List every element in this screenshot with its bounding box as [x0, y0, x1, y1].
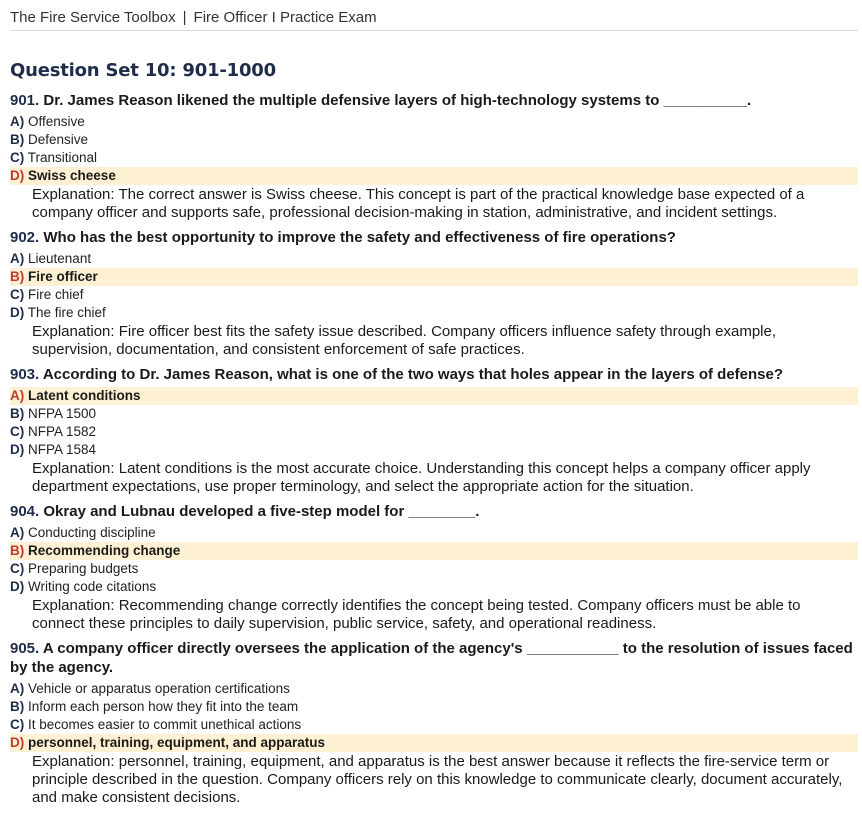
answer-option[interactable] — [10, 405, 858, 423]
answer-option-correct[interactable] — [10, 167, 858, 185]
option-letter: B) — [10, 699, 25, 714]
answer-option[interactable] — [10, 250, 858, 268]
answer-option[interactable] — [10, 524, 858, 542]
answer-option[interactable] — [10, 560, 858, 578]
answer-option-correct[interactable] — [10, 542, 858, 560]
option-letter: B) — [10, 269, 25, 284]
answer-option[interactable] — [10, 578, 858, 596]
question-number: 903. — [10, 366, 40, 383]
question-block — [10, 365, 858, 496]
answer-option[interactable] — [10, 286, 858, 304]
question-set-title: Question Set 10: 901-1000 — [10, 60, 276, 81]
option-text: Conducting discipline — [28, 525, 156, 540]
option-letter: C) — [10, 424, 25, 439]
exam-page — [10, 0, 858, 813]
answer-option-correct[interactable] — [10, 734, 858, 752]
answer-option[interactable] — [10, 680, 858, 698]
option-text: Vehicle or apparatus operation certifications — [28, 681, 290, 696]
answer-option[interactable] — [10, 441, 858, 459]
page-header — [10, 0, 858, 31]
option-text: Inform each person how they fit into the team — [28, 699, 299, 714]
question-stem — [10, 228, 858, 250]
option-letter: D) — [10, 735, 25, 750]
option-letter: C) — [10, 150, 25, 165]
question-text: Who has the best opportunity to improve the safety and effectiveness of fire operations? — [43, 229, 676, 246]
option-letter: C) — [10, 561, 25, 576]
option-text: Preparing budgets — [28, 561, 139, 576]
option-text: Latent conditions — [28, 388, 141, 403]
option-letter: A) — [10, 681, 25, 696]
option-text: NFPA 1582 — [28, 424, 97, 439]
option-letter: D) — [10, 168, 25, 183]
option-text: Recommending change — [28, 543, 181, 558]
question-number: 901. — [10, 92, 40, 109]
answer-explanation: Explanation: The correct answer is Swiss cheese. This concept is part of the practical knowledge base expected of a company officer and supports safe, professional decision-making in station, administrative, and incident settings. — [32, 186, 805, 221]
option-text: NFPA 1584 — [28, 442, 97, 457]
question-text: According to Dr. James Reason, what is one of the two ways that holes appear in the layers of defense? — [42, 366, 784, 383]
option-letter: C) — [10, 717, 25, 732]
option-text: NFPA 1500 — [28, 406, 97, 421]
option-letter: D) — [10, 305, 25, 320]
option-text: personnel, training, equipment, and apparatus — [28, 735, 326, 750]
exam-title: Fire Officer I Practice Exam — [193, 9, 377, 26]
question-number: 904. — [10, 503, 40, 520]
answer-option[interactable] — [10, 113, 858, 131]
option-letter: B) — [10, 132, 25, 147]
question-stem — [10, 91, 858, 113]
answer-option[interactable] — [10, 304, 858, 322]
option-letter: D) — [10, 579, 25, 594]
answer-explanation: Explanation: Latent conditions is the most accurate choice. Understanding this concept helps a company officer apply department expectations, use proper terminology, and select the appropriate action for the situation. — [32, 460, 811, 495]
answer-option[interactable] — [10, 131, 858, 149]
option-letter: B) — [10, 543, 25, 558]
option-letter: A) — [10, 525, 25, 540]
answer-option[interactable] — [10, 716, 858, 734]
question-text: A company officer directly oversees the application of the agency's ___________ to the resolution of issues faced by the agency. — [10, 640, 853, 676]
answer-explanation: Explanation: Recommending change correctly identifies the concept being tested. Company officers must be able to connect these principles to daily supervision, public service, safety, and operational readiness. — [32, 597, 801, 632]
answer-explanation: Explanation: Fire officer best fits the safety issue described. Company officers influence safety through example, supervision, documentation, and consistent enforcement of safe practices. — [32, 323, 777, 358]
answer-option-correct[interactable] — [10, 387, 858, 405]
option-text: Swiss cheese — [28, 168, 116, 183]
question-stem — [10, 502, 858, 524]
question-number: 902. — [10, 229, 40, 246]
option-text: Fire officer — [28, 269, 98, 284]
option-text: Lieutenant — [28, 251, 92, 266]
option-text: Offensive — [28, 114, 85, 129]
answer-option[interactable] — [10, 698, 858, 716]
option-text: It becomes easier to commit unethical actions — [28, 717, 302, 732]
option-letter: A) — [10, 388, 25, 403]
question-text: Dr. James Reason likened the multiple defensive layers of high-technology systems to __________. — [43, 92, 752, 109]
question-block — [10, 639, 858, 807]
option-text: The fire chief — [27, 305, 106, 320]
option-letter: B) — [10, 406, 25, 421]
option-letter: A) — [10, 251, 25, 266]
question-number: 905. — [10, 640, 40, 657]
answer-option-correct[interactable] — [10, 268, 858, 286]
question-list — [10, 91, 858, 807]
question-stem — [10, 365, 858, 387]
answer-option[interactable] — [10, 423, 858, 441]
option-letter: D) — [10, 442, 25, 457]
option-text: Defensive — [28, 132, 89, 147]
option-text: Transitional — [27, 150, 98, 165]
answer-explanation: Explanation: personnel, training, equipment, and apparatus is the best answer because it reflects the fire-service term or principle described in the question. Company officers rely on this knowledge to communicate clearly, document accurately, and make consistent decisions. — [32, 753, 843, 806]
option-text: Fire chief — [28, 287, 84, 302]
answer-option[interactable] — [10, 149, 858, 167]
question-text: Okray and Lubnau developed a five-step model for ________. — [43, 503, 480, 520]
question-block — [10, 228, 858, 359]
option-letter: A) — [10, 114, 25, 129]
option-text: Writing code citations — [28, 579, 157, 594]
header-separator: | — [182, 9, 187, 26]
question-block — [10, 502, 858, 633]
option-letter: C) — [10, 287, 25, 302]
question-stem — [10, 639, 858, 680]
site-title[interactable]: The Fire Service Toolbox — [10, 9, 176, 26]
question-block — [10, 91, 858, 222]
